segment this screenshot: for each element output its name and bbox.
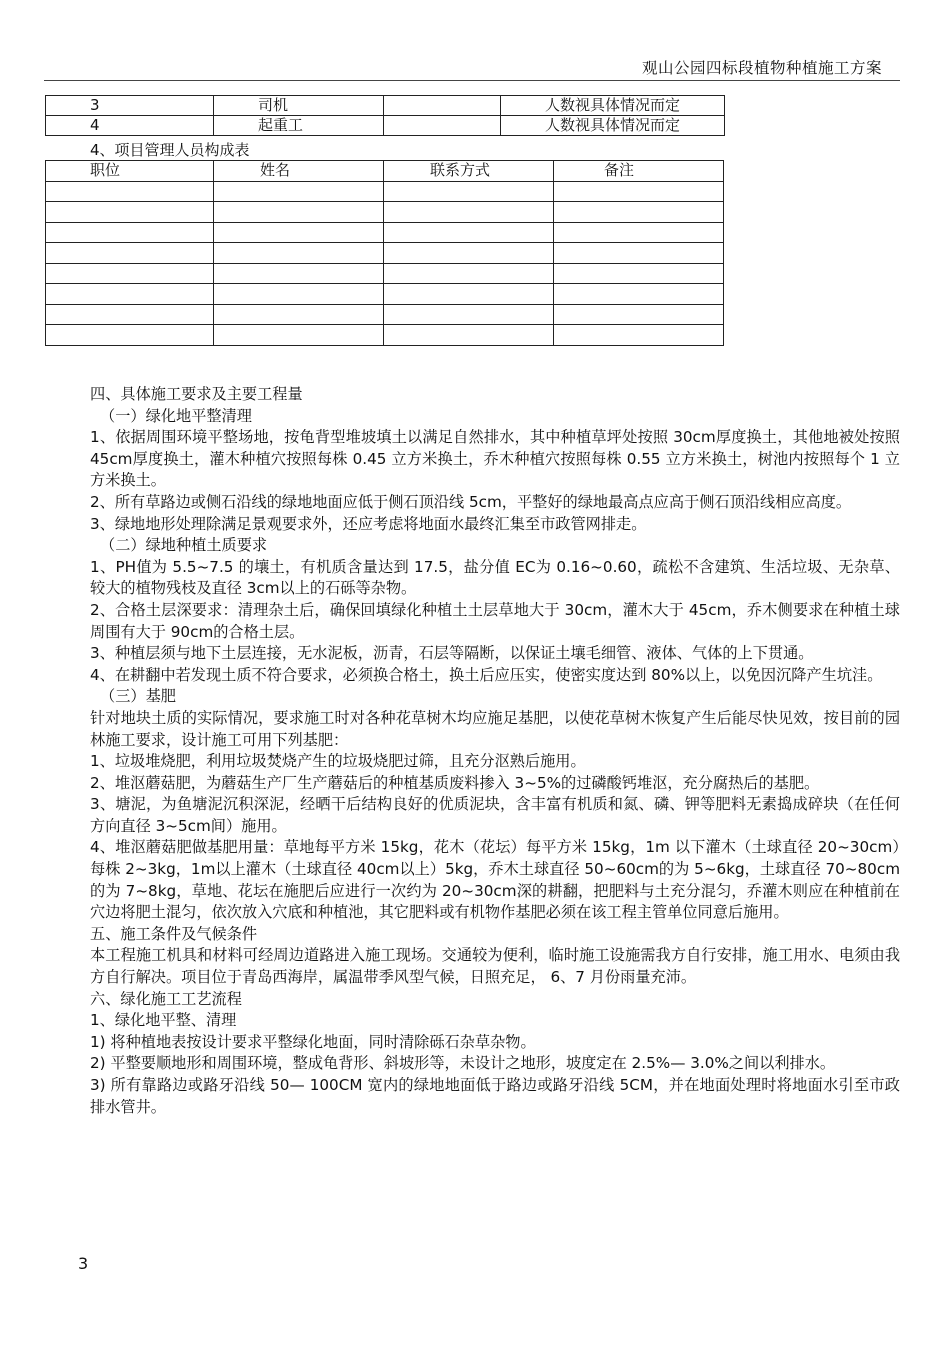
empty-cell [46,202,214,223]
empty-cell [214,181,384,202]
empty-cell [384,202,554,223]
paragraph: 四、具体施工要求及主要工程量 [90,385,303,403]
empty-cell [214,243,384,264]
empty-cell [554,202,724,223]
note-cell: 人数视具体情况而定 [501,116,725,136]
empty-cell [384,263,554,284]
role-cell: 起重工 [214,116,384,136]
paragraph: 4、堆沤蘑菇肥做基肥用量：草地每平方米 15kg，花木（花坛）每平方米 15kg，1m 以下灌木（土球直径 20~30cm）每株 2~3kg，1m以上灌木（土球直径 40cm以上）5kg，乔木土球直径 50~60cm的为 5~6kg，土球直径 70~80cm的为 7~8kg，草地、花坛在施肥后应进行一次约为 20~30cm深的耕翻，把肥料与土充分混匀，乔灌木则应在种植前在穴边将肥土混匀，依次放入穴底和种植池，其它肥料或有机物作基肥必须在该工程主管单位同意后施用。 [90,838,900,922]
empty-cell [384,325,554,346]
empty-cell [554,304,724,325]
empty-cell [214,263,384,284]
paragraph: 1、PH值为 5.5~7.5 的壤土，有机质含量达到 17.5，盐分值 EC为 0.16~0.60，疏松不含建筑、生活垃圾、无杂草、较大的植物残枝及直径 3cm以上的石砾等杂物。 [90,557,900,598]
empty-cell [554,222,724,243]
empty-cell [384,222,554,243]
paragraph: 2、堆沤蘑菇肥，为蘑菇生产厂生产蘑菇后的种植基质废料掺入 3~5%的过磷酸钙堆沤，充分腐热后的基肥。 [90,773,820,792]
empty-cell [384,181,554,202]
header-cell-position: 职位 [46,161,214,182]
empty-cell [46,222,214,243]
empty-cell [554,263,724,284]
paragraph: 1、绿化地平整、清理 [90,1011,237,1030]
paragraph: （二）绿地种植土质要求 [100,536,268,555]
table-row [46,96,725,116]
table-row [46,325,724,346]
role-cell: 司机 [214,96,384,116]
table-row [46,181,724,202]
workers-table [45,95,725,136]
empty-cell [46,284,214,305]
document-body [52,384,900,1118]
note-cell: 人数视具体情况而定 [501,96,725,116]
empty-cell [214,284,384,305]
paragraph: 3、塘泥，为鱼塘泥沉积深泥，经晒干后结构良好的优质泥块，含丰富有机质和氮、磷、钾等肥料无素捣成碎块（在任何方向直径 3~5cm间）施用。 [90,795,900,835]
paragraph: 五、施工条件及气候条件 [90,924,258,943]
staff-table [45,160,724,346]
paragraph: 本工程施工机具和材料可经周边道路进入施工现场。交通较为便利，临时施工设施需我方自行安排，施工用水、电须由我方自行解决。项目位于青岛西海岸，属温带季风型气候，日照充足， 6、7 月份雨量充沛。 [90,946,900,987]
table-row [46,284,724,305]
empty-cell [554,181,724,202]
header-cell-contact: 联系方式 [384,161,554,182]
paragraph: 2、合格土层深要求：清理杂土后，确保回填绿化种植土土层草地大于 30cm，灌木大于 45cm，乔木侧要求在种植土球周围有大于 90cm的合格土层。 [90,600,900,641]
paragraph: 六、绿化施工工艺流程 [90,989,242,1008]
paragraph: （三）基肥 [100,687,176,706]
paragraph: 4、在耕翻中若发现土质不符合要求，必须换合格土，换土后应压实，使密实度达到 80%以上，以免因沉降产生坑洼。 [90,665,883,684]
empty-cell [46,181,214,202]
paragraph: 3、种植层须与地下土层连接，无水泥板，沥青，石层等隔断，以保证土壤毛细管、液体、气体的上下贯通。 [90,644,814,663]
empty-cell [46,304,214,325]
empty-cell [554,325,724,346]
empty-cell [214,202,384,223]
count-cell [384,116,501,136]
paragraph: 3) 所有靠路边或路牙沿线 50— 100CM 宽内的绿地地面低于路边或路牙沿线 5CM，并在地面处理时将地面水引至市政排水管井。 [90,1076,900,1116]
page-number: 3 [78,1254,89,1273]
paragraph: （一）绿化地平整清理 [100,406,252,425]
paragraph: 1) 将种植地表按设计要求平整绿化地面，同时清除砾石杂草杂物。 [90,1032,536,1051]
paragraph: 3、绿地地形处理除满足景观要求外，还应考虑将地面水最终汇集至市政管网排走。 [90,514,647,533]
paragraph: 2、所有草路边或侧石沿线的绿地地面应低于侧石顶沿线 5cm，平整好的绿地最高点应高于侧石顶沿线相应高度。 [90,492,852,511]
empty-cell [554,243,724,264]
count-cell [384,96,501,116]
document-header-title: 观山公园四标段植物种植施工方案 [641,59,882,77]
row-number-cell: 3 [46,96,214,116]
empty-cell [214,304,384,325]
empty-cell [214,325,384,346]
empty-cell [46,263,214,284]
staff-table-caption: 4、项目管理人员构成表 [90,141,250,159]
empty-cell [46,325,214,346]
paragraph: 1、依据周围环境平整场地，按龟背型堆坡填土以满足自然排水，其中种植草坪处按照 30cm厚度换土，其他地被处按照 45cm厚度换土，灌木种植穴按照每株 0.45 立方米换土，乔木种植穴按照每株 0.55 立方米换土，树池内按照每个 1 立方米换土。 [90,428,900,490]
table-row [46,202,724,223]
paragraph: 针对地块土质的实际情况，要求施工时对各种花草树木均应施足基肥，以使花草树木恢复产生后能尽快见效，按目前的园林施工要求，设计施工可用下列基肥： [90,708,900,749]
staff-table-header-row [46,161,724,182]
header-cell-name: 姓名 [214,161,384,182]
table-row [46,263,724,284]
header-divider [44,80,900,81]
table-row [46,304,724,325]
header-cell-remarks: 备注 [554,161,724,182]
table-row [46,222,724,243]
paragraph: 1、垃圾堆烧肥，利用垃圾焚烧产生的垃圾烧肥过筛，且充分沤熟后施用。 [90,752,586,771]
paragraph: 2) 平整要顺地形和周围环境，整成龟背形、斜坡形等，未设计之地形，坡度定在 2.5%— 3.0%之间以利排水。 [90,1054,836,1073]
empty-cell [214,222,384,243]
empty-cell [384,284,554,305]
table-row [46,243,724,264]
empty-cell [384,304,554,325]
row-number-cell: 4 [46,116,214,136]
empty-cell [384,243,554,264]
table-row [46,116,725,136]
empty-cell [46,243,214,264]
empty-cell [554,284,724,305]
